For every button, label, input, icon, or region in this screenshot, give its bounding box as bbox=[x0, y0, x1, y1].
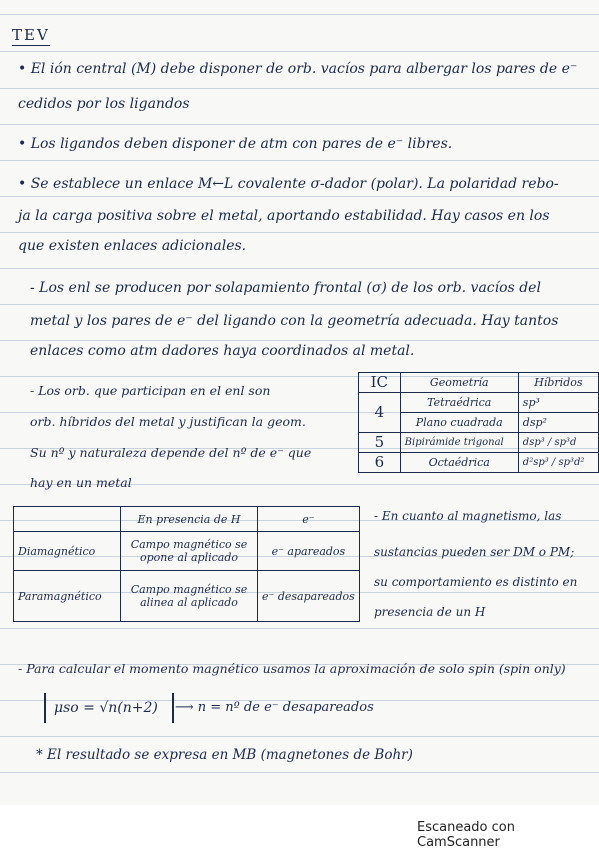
hybrid-cell: dsp³ / sp³d bbox=[518, 433, 598, 453]
hybrid-cell: d²sp³ / sp³d² bbox=[518, 453, 598, 473]
ruled-line bbox=[0, 124, 599, 125]
formula-explanation: ⟶ n = nº de e⁻ desapareados bbox=[175, 700, 374, 715]
paragraph-4-line-1: - Los enl se producen por solapamiento frontal (σ) de los orb. vacíos del bbox=[30, 280, 541, 296]
paragraph-2-line-1: • Los ligandos deben disponer de atm con pares de e⁻ libres. bbox=[18, 136, 453, 152]
magnetism-note-line-1: - En cuanto al magnetismo, las bbox=[374, 509, 562, 523]
field-behaviour-line-2: alinea al aplicado bbox=[140, 596, 238, 609]
electrons-header: e⁻ bbox=[258, 507, 360, 532]
field-behaviour-line-2: opone al aplicado bbox=[140, 551, 238, 564]
hybrid-cell: dsp² bbox=[518, 413, 598, 433]
ruled-line bbox=[0, 196, 599, 197]
ruled-line bbox=[0, 340, 599, 341]
paragraph-5-line-2: orb. híbridos del metal y justifican la geom. bbox=[30, 414, 306, 429]
ic-cell: 4 bbox=[359, 393, 401, 433]
ruled-line bbox=[0, 160, 599, 161]
paragraph-4-line-2: metal y los pares de e⁻ del ligando con la geometría adecuada. Hay tantos bbox=[30, 313, 559, 329]
paragraph-4-line-3: enlaces como atm dadores haya coordinados al metal. bbox=[30, 343, 415, 359]
geometry-cell: Bipirámide trigonal bbox=[400, 433, 518, 453]
spin-only-formula: μso = √n(n+2) bbox=[54, 700, 158, 716]
page-title: TEV bbox=[12, 26, 50, 44]
magnetism-note-line-2: sustancias pueden ser DM o PM; bbox=[374, 545, 575, 559]
ruled-line bbox=[0, 772, 599, 773]
ic-cell: 5 bbox=[359, 433, 401, 453]
paragraph-3-line-1: • Se establece un enlace M←L covalente σ-dador (polar). La polaridad rebo- bbox=[18, 176, 559, 192]
field-behaviour bbox=[121, 532, 258, 571]
ruled-line bbox=[0, 304, 599, 305]
substance-name: Paramagnético bbox=[14, 571, 121, 622]
field-behaviour bbox=[121, 571, 258, 622]
paragraph-3-line-2: ja la carga positiva sobre el metal, aportando estabilidad. Hay casos en los bbox=[18, 208, 550, 224]
field-behaviour-line-1: Campo magnético se bbox=[130, 538, 248, 551]
ic-header: IC bbox=[359, 373, 401, 393]
paragraph-5-line-3: Su nº y naturaleza depende del nº de e⁻ que bbox=[30, 445, 312, 460]
ruled-line bbox=[0, 268, 599, 269]
ic-geometry-table bbox=[358, 372, 599, 473]
hybrid-cell: sp³ bbox=[518, 393, 598, 413]
magnetism-note-line-3: su comportamiento es distinto en bbox=[374, 575, 578, 589]
geometry-cell: Plano cuadrada bbox=[400, 413, 518, 433]
magnetism-header-empty bbox=[14, 507, 121, 532]
paragraph-3-line-3: que existen enlaces adicionales. bbox=[18, 238, 247, 254]
substance-name: Diamagnético bbox=[14, 532, 121, 571]
ruled-line bbox=[0, 14, 599, 15]
paragraph-1-line-1: • El ión central (M) debe disponer de orb. vacíos para albergar los pares de e⁻ bbox=[18, 61, 578, 77]
hybrid-header: Híbridos bbox=[518, 373, 598, 393]
paragraph-5-line-1: - Los orb. que participan en el enl son bbox=[30, 383, 271, 398]
ruled-line bbox=[0, 628, 599, 629]
ruled-line bbox=[0, 51, 599, 52]
electrons-cell: e⁻ desapareados bbox=[258, 571, 360, 622]
field-behaviour-line-1: Campo magnético se bbox=[130, 583, 248, 596]
paragraph-1-line-2: cedidos por los ligandos bbox=[18, 96, 190, 112]
geometry-cell: Tetraédrica bbox=[400, 393, 518, 413]
moment-line-1: - Para calcular el momento magnético usamos la aproximación de solo spin (spin only) bbox=[18, 661, 566, 676]
magnetism-note-line-4: presencia de un H bbox=[374, 605, 486, 619]
ic-cell: 6 bbox=[359, 453, 401, 473]
scanner-watermark: Escaneado con CamScanner bbox=[417, 820, 515, 850]
geometry-header: Geometría bbox=[400, 373, 518, 393]
ruled-line bbox=[0, 88, 599, 89]
moment-units-note: * El resultado se expresa en MB (magnetones de Bohr) bbox=[36, 747, 413, 763]
ruled-line bbox=[0, 232, 599, 233]
field-header: En presencia de H bbox=[121, 507, 258, 532]
electrons-cell: e⁻ apareados bbox=[258, 532, 360, 571]
paragraph-5-line-4: hay en un metal bbox=[30, 475, 132, 490]
geometry-cell: Octaédrica bbox=[400, 453, 518, 473]
magnetism-table bbox=[13, 506, 360, 622]
ruled-line bbox=[0, 736, 599, 737]
